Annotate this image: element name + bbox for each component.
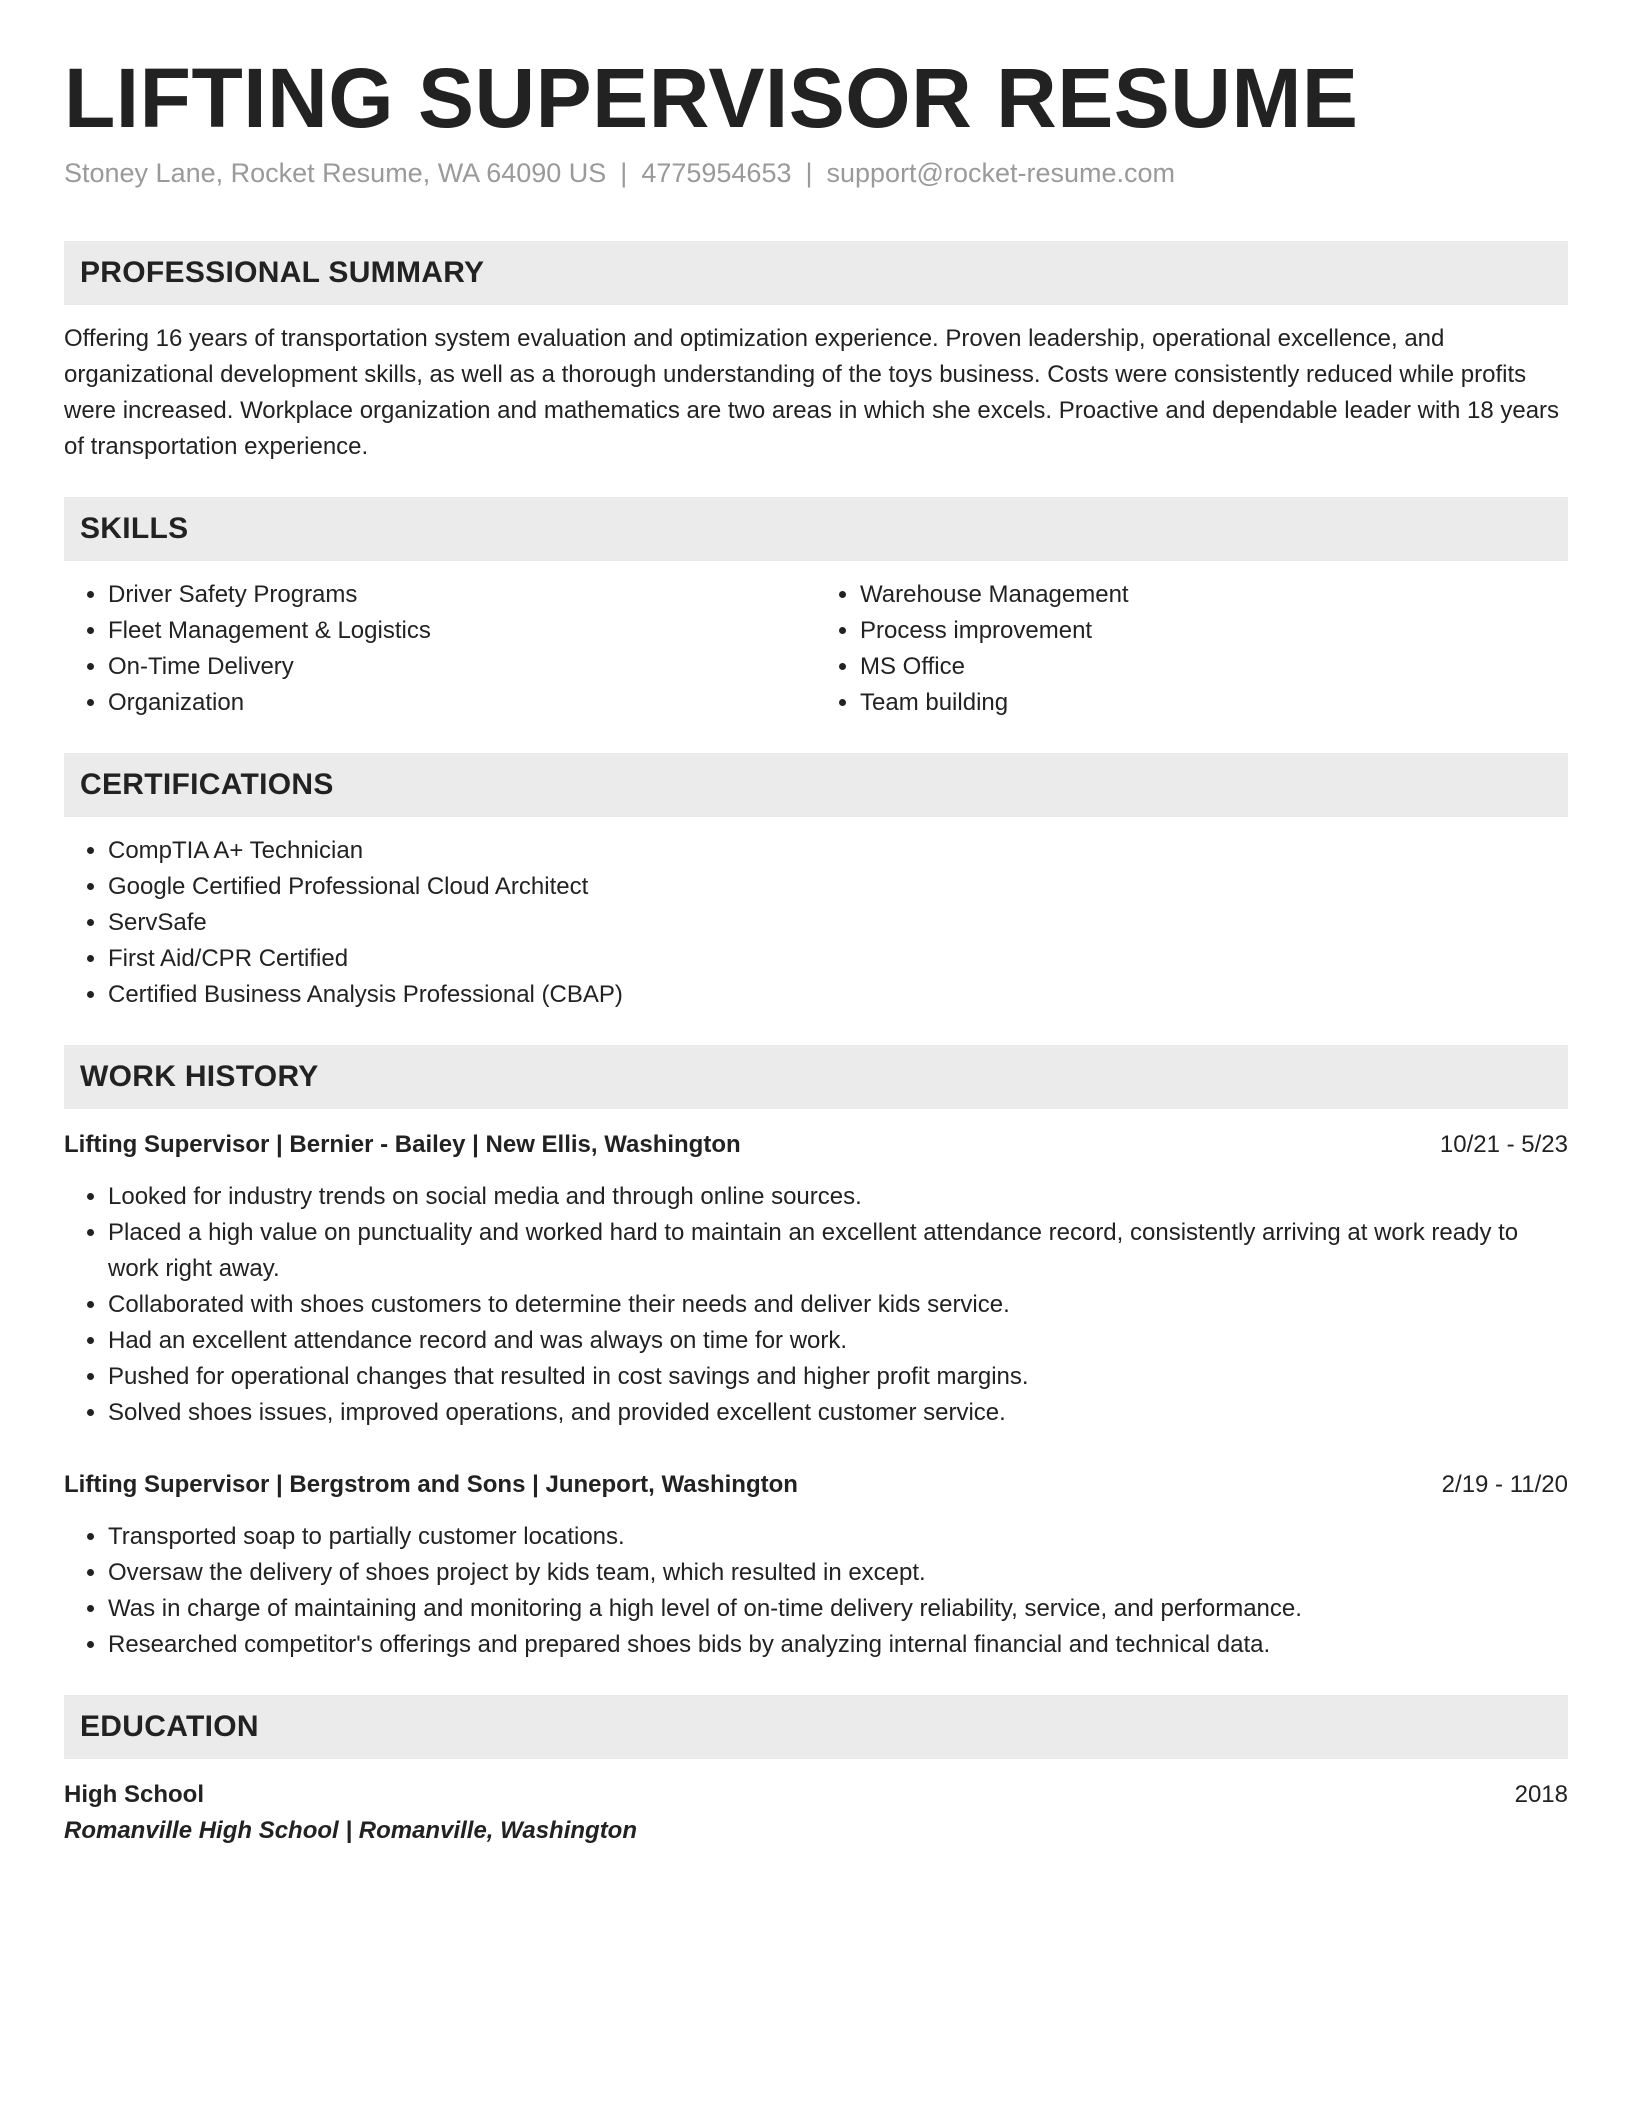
job-bullet: • Transported soap to partially customer locations. xyxy=(108,1519,1568,1555)
certification-item: • Certified Business Analysis Professional (CBAP) xyxy=(108,977,1568,1013)
job-header xyxy=(64,1127,1568,1163)
skill-item: • Fleet Management & Logistics xyxy=(108,613,816,649)
certification-item: • First Aid/CPR Certified xyxy=(108,941,1568,977)
skill-item: • Warehouse Management xyxy=(860,577,1568,613)
skill-item: • MS Office xyxy=(860,649,1568,685)
job-title: Lifting Supervisor | Bergstrom and Sons | Juneport, Washington xyxy=(64,1471,798,1499)
job-bullets xyxy=(64,1179,1568,1431)
skill-item: • Process improvement xyxy=(860,613,1568,649)
skills-list xyxy=(64,577,1568,721)
job-dates: 10/21 - 5/23 xyxy=(1439,1131,1568,1159)
contact-email[interactable]: support@rocket-resume.com xyxy=(826,158,1176,189)
certification-item: • CompTIA A+ Technician xyxy=(108,833,1568,869)
job-bullet: • Researched competitor's offerings and prepared shoes bids by analyzing internal financial and technical data. xyxy=(108,1627,1568,1663)
contact-separator: | xyxy=(805,158,813,189)
education-entry xyxy=(64,1777,1568,1813)
job-header xyxy=(64,1467,1568,1503)
certification-item: • Google Certified Professional Cloud Architect xyxy=(108,869,1568,905)
section-heading-skills: SKILLS xyxy=(64,497,1568,561)
job-bullet: • Pushed for operational changes that resulted in cost savings and higher profit margins. xyxy=(108,1359,1568,1395)
education-degree: High School xyxy=(64,1781,204,1809)
contact-phone[interactable]: 4775954653 xyxy=(641,158,792,189)
job-bullet: • Oversaw the delivery of shoes project by kids team, which resulted in except. xyxy=(108,1555,1568,1591)
job-bullets xyxy=(64,1519,1568,1663)
job-bullet: • Collaborated with shoes customers to determine their needs and deliver kids service. xyxy=(108,1287,1568,1323)
certifications-list xyxy=(64,833,1568,1013)
certification-item: • ServSafe xyxy=(108,905,1568,941)
education-school: Romanville High School | Romanville, Washington xyxy=(64,1817,637,1845)
skill-item: • Team building xyxy=(860,685,1568,721)
contact-line xyxy=(64,156,1568,191)
skills-column-right xyxy=(816,577,1568,721)
summary-text: Offering 16 years of transportation system evaluation and optimization experience. Proven leadership, operational excellence, and organizational development skills, as well as a thorough understanding of the toys business. Costs were consistently reduced while profits were increased. Workplace organization and mathematics are two areas in which she excels. Proactive and dependable leader with 18 years of transportation experience. xyxy=(64,325,1560,461)
skill-item: • On-Time Delivery xyxy=(108,649,816,685)
job-entry xyxy=(64,1467,1568,1663)
job-title: Lifting Supervisor | Bernier - Bailey | New Ellis, Washington xyxy=(64,1131,741,1159)
contact-address: Stoney Lane, Rocket Resume, WA 64090 US xyxy=(64,158,607,189)
job-entry xyxy=(64,1127,1568,1431)
skill-item: • Organization xyxy=(108,685,816,721)
job-dates: 2/19 - 11/20 xyxy=(1441,1471,1568,1499)
skills-column-left xyxy=(64,577,816,721)
job-bullet: • Was in charge of maintaining and monitoring a high level of on-time delivery reliability, service, and performance. xyxy=(108,1591,1568,1627)
section-heading-work-history: WORK HISTORY xyxy=(64,1045,1568,1109)
section-heading-education: EDUCATION xyxy=(64,1695,1568,1759)
section-heading-summary: PROFESSIONAL SUMMARY xyxy=(64,241,1568,305)
resume-title: LIFTING SUPERVISOR RESUME xyxy=(64,51,1359,145)
job-bullet: • Had an excellent attendance record and was always on time for work. xyxy=(108,1323,1568,1359)
section-heading-certifications: CERTIFICATIONS xyxy=(64,753,1568,817)
skill-item: • Driver Safety Programs xyxy=(108,577,816,613)
job-bullet: • Looked for industry trends on social media and through online sources. xyxy=(108,1179,1568,1215)
job-bullet: • Placed a high value on punctuality and worked hard to maintain an excellent attendance record, consistently arriving at work ready to work right away. xyxy=(108,1215,1568,1287)
contact-separator: | xyxy=(620,158,628,189)
education-year: 2018 xyxy=(1514,1781,1568,1809)
job-bullet: • Solved shoes issues, improved operations, and provided excellent customer service. xyxy=(108,1395,1568,1431)
